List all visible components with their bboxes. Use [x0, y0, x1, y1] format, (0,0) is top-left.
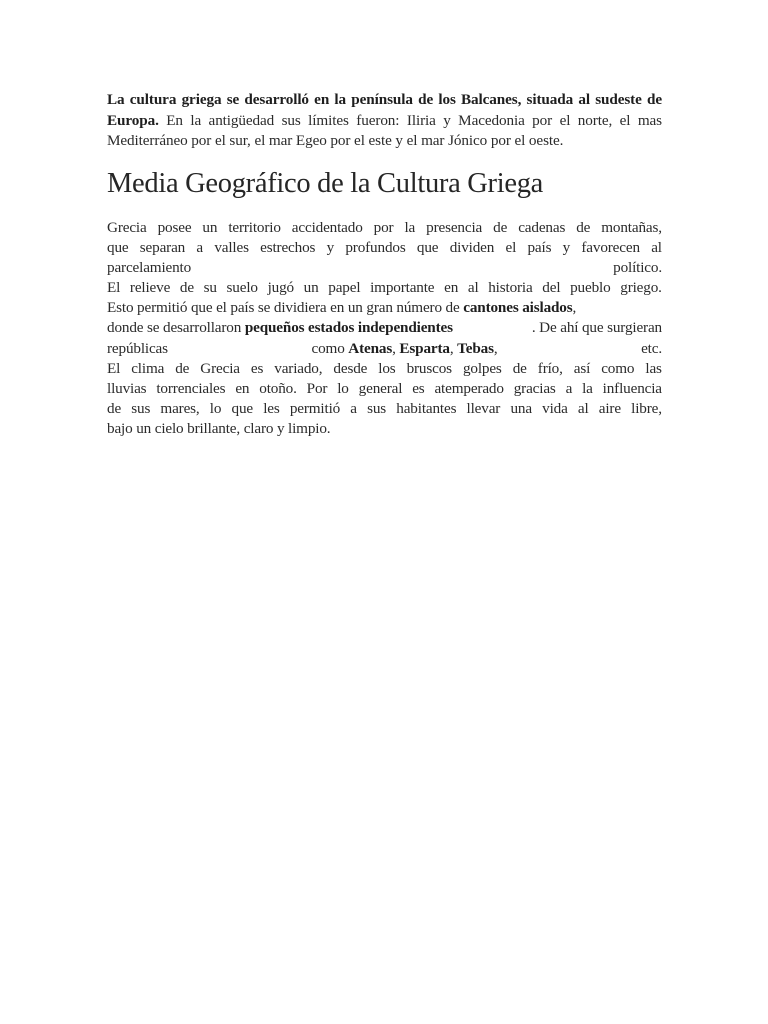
word: lluvias — [107, 379, 147, 397]
body-line-5-text: Esto permitió que el país se dividiera en un gran número de — [107, 299, 464, 317]
body-line-7 — [107, 339, 662, 359]
word: por — [373, 218, 394, 236]
section-heading: Media Geográfico de la Cultura Griega — [107, 167, 544, 199]
keyword-esparta: Esparta — [399, 339, 450, 357]
word: frío, — [537, 359, 563, 377]
word: posee — [157, 218, 192, 236]
word: montañas, — [601, 218, 662, 236]
word: Grecia — [200, 359, 240, 377]
word: relieve — [129, 279, 171, 297]
word: variado, — [274, 359, 323, 377]
word: de — [576, 218, 591, 236]
word: así — [573, 359, 591, 377]
word: Por — [306, 379, 328, 397]
word: desde — [333, 359, 368, 377]
word: al — [467, 279, 479, 297]
word: gracias — [513, 379, 556, 397]
body-line-3 — [107, 258, 662, 278]
word: importante — [370, 279, 435, 297]
word: su — [203, 279, 217, 297]
word: general — [358, 379, 403, 397]
word: los — [378, 359, 396, 377]
word: influencia — [602, 379, 662, 397]
word: territorio — [228, 218, 281, 236]
word: libre, — [631, 400, 662, 418]
word: profundos — [345, 238, 406, 256]
body-line-3-left: parcelamiento — [107, 259, 192, 277]
body-line-4 — [107, 278, 662, 298]
word: a — [350, 400, 357, 418]
word: y — [562, 238, 571, 256]
intro-paragraph — [107, 90, 662, 152]
word: El — [107, 279, 121, 297]
word: de — [512, 359, 527, 377]
body-line-3-right: político. — [613, 259, 662, 277]
word: las — [645, 359, 662, 377]
body-line-6-start — [107, 318, 453, 338]
word: país — [527, 238, 552, 256]
word: presencia — [426, 218, 483, 236]
word: es — [250, 359, 264, 377]
word: que — [107, 238, 129, 256]
body-line-7-sep-3: , — [493, 339, 498, 357]
word: estrechos — [260, 238, 316, 256]
word: bruscos — [406, 359, 452, 377]
word: de — [107, 400, 122, 418]
word: lo — [337, 379, 349, 397]
body-paragraph — [107, 218, 662, 440]
word: aire — [598, 400, 621, 418]
body-line-7-sep-1: , — [392, 339, 400, 357]
keyword-tebas: Tebas — [457, 339, 494, 357]
word: a — [565, 379, 573, 397]
body-line-7-cities — [312, 339, 498, 359]
word: atemperado — [434, 379, 504, 397]
word: la — [404, 218, 416, 236]
word: griego. — [620, 279, 662, 297]
word: es — [412, 379, 425, 397]
word: de — [493, 218, 508, 236]
word: un — [303, 279, 319, 297]
word: un — [202, 218, 218, 236]
word: dividen — [449, 238, 495, 256]
body-line-7-como: como — [311, 339, 349, 357]
word: otoño. — [259, 379, 297, 397]
word: que — [231, 400, 253, 418]
body-line-6-text: donde se desarrollaron — [107, 319, 245, 337]
body-line-9 — [107, 379, 662, 399]
body-line-7-sep-2: , — [449, 339, 458, 357]
word: al — [651, 238, 662, 256]
word: jugó — [267, 279, 294, 297]
word: llevar — [466, 400, 501, 418]
word: suelo — [226, 279, 258, 297]
word: de — [175, 359, 190, 377]
word: cadenas — [518, 218, 566, 236]
word: permitió — [289, 400, 341, 418]
word: el — [505, 238, 517, 256]
word: en — [235, 379, 250, 397]
word: valles — [214, 238, 249, 256]
keyword-cantones-aislados: cantones aislados — [463, 299, 573, 317]
word: a — [196, 238, 204, 256]
word: la — [582, 379, 593, 397]
body-line-2 — [107, 238, 662, 258]
keyword-pequenos-estados: pequeños estados independientes — [244, 319, 453, 337]
word: torrenciales — [156, 379, 226, 397]
word: mares, — [160, 400, 200, 418]
word: una — [510, 400, 532, 418]
word: accidentado — [291, 218, 363, 236]
word: lo — [209, 400, 222, 418]
word: y — [326, 238, 335, 256]
body-line-7-etc: etc. — [641, 339, 662, 357]
word: en — [444, 279, 459, 297]
word: vida — [542, 400, 568, 418]
word: como — [601, 359, 635, 377]
intro-plain-text: En la antigüedad sus límites fueron: Iliria y Macedonia por el norte, el mas Mediterráneo por el sur, el mar Egeo por el este y el mar Jónico por el oeste. — [107, 111, 662, 150]
word: golpes — [462, 359, 502, 377]
word: favorecen — [581, 238, 640, 256]
body-line-7-republicas: repúblicas — [107, 339, 168, 357]
document-page — [107, 90, 662, 439]
word: sus — [367, 400, 387, 418]
word: Grecia — [107, 218, 147, 236]
word: al — [577, 400, 589, 418]
word: de — [179, 279, 194, 297]
keyword-atenas: Atenas — [348, 339, 393, 357]
body-line-11: bajo un cielo brillante, claro y limpio. — [107, 420, 331, 438]
word: del — [542, 279, 561, 297]
word: que — [416, 238, 439, 256]
word: sus — [131, 400, 151, 418]
body-line-6 — [107, 318, 662, 338]
body-line-8 — [107, 359, 662, 379]
body-line-10 — [107, 399, 662, 419]
body-line-1 — [107, 218, 662, 238]
word: clima — [131, 359, 165, 377]
word: habitantes — [396, 400, 457, 418]
word: El — [107, 359, 121, 377]
word: les — [263, 400, 280, 418]
word: historia — [488, 279, 533, 297]
word: papel — [328, 279, 361, 297]
body-line-6-end: . De ahí que surgieran — [531, 319, 662, 337]
body-line-5-end: , — [572, 299, 577, 317]
body-line-5 — [107, 298, 662, 318]
intro-bold-text: La cultura griega se desarrolló en la península de los Balcanes, situada al sudeste de Europa. — [107, 91, 662, 129]
word: pueblo — [570, 279, 611, 297]
word: separan — [139, 238, 186, 256]
